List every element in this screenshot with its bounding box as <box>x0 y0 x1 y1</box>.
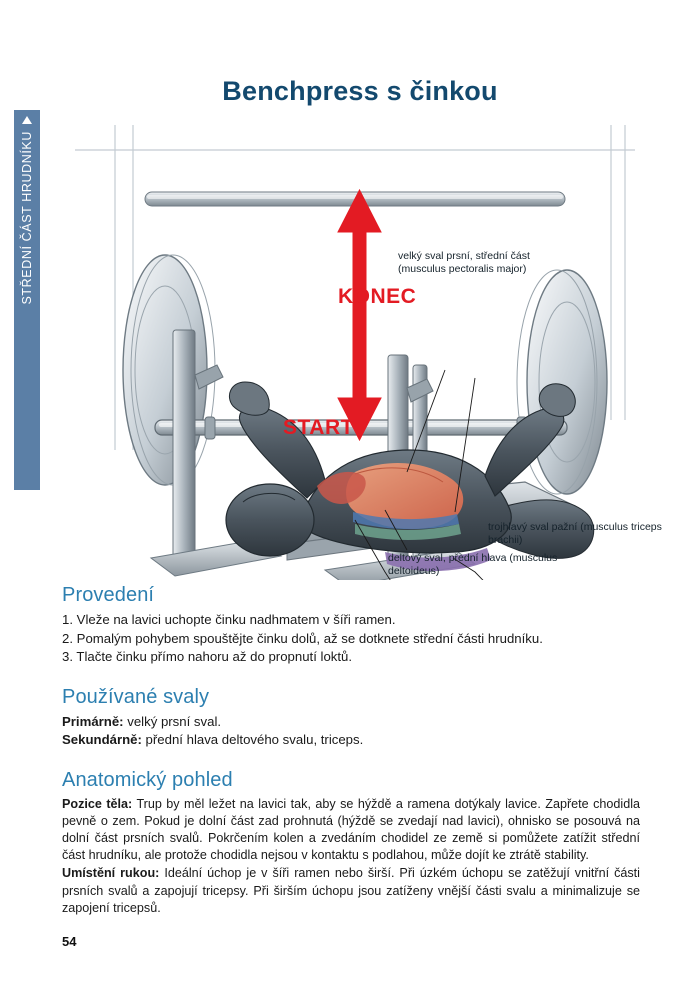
triangle-icon <box>22 116 32 124</box>
side-tab-arrow-icon <box>14 462 40 490</box>
list-item: 3. Tlačte činku přímo nahoru až do propnutí loktů. <box>62 649 353 664</box>
primary-muscles <box>62 713 640 732</box>
label-konec: KONEC <box>338 285 417 308</box>
annotation-pectoralis: velký sval prsní, střední část (musculus pectoralis major) <box>398 250 530 275</box>
body-position-text: Trup by měl ležet na lavici tak, aby se hýždě a ramena dotýkaly lavice. Zapřete chodidla pevně o zem. Pokud je dolní část zad prohnutá (hýždě se zvedají nad lavici), ohnisko se posouvá na dolní část prsních svalů. Pokrčením kolen a zvedáním chodidel ze země si pomůžete zatížit střední část hrudníku, ale protože chodidla nejsou v kontaktu s podlahou, může dojít ke ztrátě stability. <box>62 796 640 863</box>
page-title: Benchpress s činkou <box>222 76 498 106</box>
annotation-deltoid: deltový sval, přední hlava (musculus deltoideus) <box>388 552 558 577</box>
primary-muscles-label: Primárně: <box>62 713 124 729</box>
list-item: 2. Pomalým pohybem spouštějte činku dolů, až se dotknete střední části hrudníku. <box>62 630 543 646</box>
body-position-label: Pozice těla: <box>62 796 133 811</box>
primary-muscles-text: velký prsní sval. <box>123 713 222 729</box>
side-tab-chapter <box>14 110 40 490</box>
heading-svaly: Používané svaly <box>62 685 210 708</box>
side-tab-label-wrap <box>14 110 40 462</box>
bench-press-drawing <box>55 120 655 580</box>
heading-provedeni: Provedení <box>62 584 155 606</box>
execution-steps <box>62 611 640 667</box>
list-item: 1. Vleže na lavici uchopte činku nadhmatem v šíři ramen. <box>62 612 396 627</box>
rack-upright-left <box>173 330 195 560</box>
section-svaly <box>62 686 640 750</box>
article-content <box>62 584 640 917</box>
section-anatomicky <box>62 769 640 917</box>
grip-text: Ideální úchop je v šíři ramen nebo širší. Při úzkém úchopu se zatěžují vnitřní části prsních svalů a zapojují tricepsy. Při širším úchopu jsou zatíženy vnější části svalu a minimalizuje se zapojení tricepsů. <box>62 866 640 915</box>
secondary-muscles-text: přední hlava deltového svalu, triceps. <box>141 732 364 747</box>
secondary-muscles <box>62 731 640 750</box>
body-position-paragraph <box>62 796 640 865</box>
exercise-illustration <box>55 120 655 580</box>
grip-paragraph <box>62 865 640 917</box>
athlete-head <box>226 484 314 556</box>
label-start: START <box>283 416 354 439</box>
heading-anatomicky: Anatomický pohled <box>62 768 233 791</box>
section-provedeni <box>62 584 640 667</box>
secondary-muscles-label: Sekundárně: <box>62 732 142 747</box>
range-of-motion-arrow <box>338 190 381 440</box>
side-tab-label: STŘEDNÍ ČÁST HRUDNÍKU <box>20 131 34 305</box>
annotation-triceps: trojhlavý sval pažní (musculus triceps brachii) <box>488 521 662 546</box>
page-number: 54 <box>62 934 77 949</box>
athlete-hand-left <box>229 382 269 415</box>
grip-label: Umístění rukou: <box>62 866 160 881</box>
